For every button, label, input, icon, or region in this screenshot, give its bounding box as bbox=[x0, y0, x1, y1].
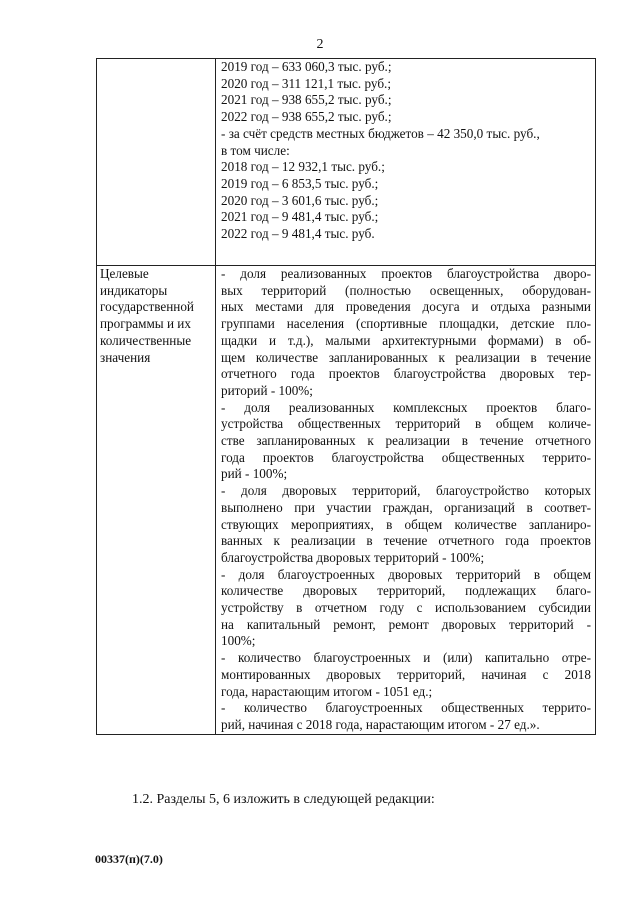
funding-label-cell bbox=[97, 59, 216, 266]
funding-line: 2022 год – 9 481,4 тыс. руб. bbox=[221, 226, 375, 242]
indicator-line: вых территорий (полностью освещенных, оборудован- bbox=[221, 282, 591, 298]
indicator-line: - доля благоустроенных дворовых территорий в общем bbox=[221, 566, 591, 582]
indicator-line: ванных к реализации в течение отчетного года проектов bbox=[221, 533, 591, 549]
indicator-line: 100%; bbox=[221, 633, 256, 649]
funding-line: в том числе: bbox=[221, 142, 290, 158]
indicator-line: группами населения (спортивные площадки, детские пло- bbox=[221, 316, 591, 332]
indicators-label-line: Целевые bbox=[100, 266, 149, 281]
indicator-line: отчетного года проектов благоустройства дворовых тер- bbox=[221, 366, 591, 382]
indicator-line: года, нарастающим итогом - 1051 ед.; bbox=[221, 683, 433, 699]
indicators-label-cell bbox=[97, 266, 216, 735]
indicator-line: года проектов благоустройства общественных террито- bbox=[221, 449, 591, 465]
funding-line: 2019 год – 6 853,5 тыс. руб.; bbox=[221, 175, 379, 191]
indicator-line: рий - 100%; bbox=[221, 466, 288, 482]
indicator-line: - количество благоустроенных и (или) капитально отре- bbox=[221, 650, 591, 666]
indicator-line: благоустройства дворовых территорий - 100%; bbox=[221, 549, 485, 565]
indicator-line: - доля дворовых территорий, благоустройство которых bbox=[221, 483, 591, 499]
indicator-line: устройству в отчетном году с использованием субсидии bbox=[221, 600, 591, 616]
funding-line: 2020 год – 311 121,1 тыс. руб.; bbox=[221, 75, 392, 91]
indicators-label-line: индикаторы bbox=[100, 282, 168, 298]
funding-line: 2022 год – 938 655,2 тыс. руб.; bbox=[221, 109, 392, 125]
indicators-label-line: значения bbox=[100, 349, 151, 365]
indicator-line: - количество благоустроенных общественных террито- bbox=[221, 700, 591, 716]
indicator-line: выполнено при участии граждан, организаций в соответ- bbox=[221, 499, 591, 515]
program-passport-table bbox=[96, 58, 596, 735]
indicator-line: стве запланированных к реализации в течение отчетного bbox=[221, 433, 591, 449]
indicator-line: щадки и т.д.), малыми архитектурными формами) в об- bbox=[221, 332, 591, 348]
indicator-line: - доля реализованных комплексных проектов благо- bbox=[221, 399, 591, 415]
indicator-line: количестве дворовых территорий, подлежащих благо- bbox=[221, 583, 591, 599]
indicator-line: монтированных дворовых территорий, начиная с 2018 bbox=[221, 666, 591, 682]
indicators-label-line: государственной bbox=[100, 299, 194, 315]
funding-line: 2018 год – 12 932,1 тыс. руб.; bbox=[221, 159, 385, 175]
document-code: 00337(п)(7.0) bbox=[95, 852, 163, 866]
table-row-funding bbox=[97, 59, 596, 266]
funding-line: 2021 год – 9 481,4 тыс. руб.; bbox=[221, 209, 379, 225]
indicator-line: риторий - 100%; bbox=[221, 382, 313, 398]
indicator-line: щем количестве запланированных к реализации в течение bbox=[221, 349, 591, 365]
page-number: 2 bbox=[316, 37, 324, 52]
funding-value-cell bbox=[216, 59, 596, 266]
indicator-line: на капитальный ремонт, ремонт дворовых территорий - bbox=[221, 616, 591, 632]
funding-line: - за счёт средств местных бюджетов – 42 350,0 тыс. руб., bbox=[221, 125, 540, 141]
amendment-paragraph: 1.2. Разделы 5, 6 изложить в следующей редакции: bbox=[132, 792, 435, 807]
funding-line: 2019 год – 633 060,3 тыс. руб.; bbox=[221, 59, 392, 74]
indicators-value-cell bbox=[216, 266, 596, 735]
indicators-label-line: количественные bbox=[100, 332, 192, 348]
table-row-indicators bbox=[97, 266, 596, 735]
indicator-line: - доля реализованных проектов благоустройства дворо- bbox=[221, 266, 591, 281]
indicator-line: устройства общественных территорий в общем количе- bbox=[221, 416, 591, 432]
indicator-line: ствующих мероприятиях, в общем количестве запланиро- bbox=[221, 516, 591, 532]
funding-line: 2021 год – 938 655,2 тыс. руб.; bbox=[221, 92, 392, 108]
indicator-line: ных местами для проведения досуга и отдыха разными bbox=[221, 299, 591, 315]
funding-line: 2020 год – 3 601,6 тыс. руб.; bbox=[221, 192, 379, 208]
indicators-label-line: программы и их bbox=[100, 316, 191, 332]
indicator-line: рий, начиная с 2018 года, нарастающим итогом - 27 ед.». bbox=[221, 716, 540, 732]
